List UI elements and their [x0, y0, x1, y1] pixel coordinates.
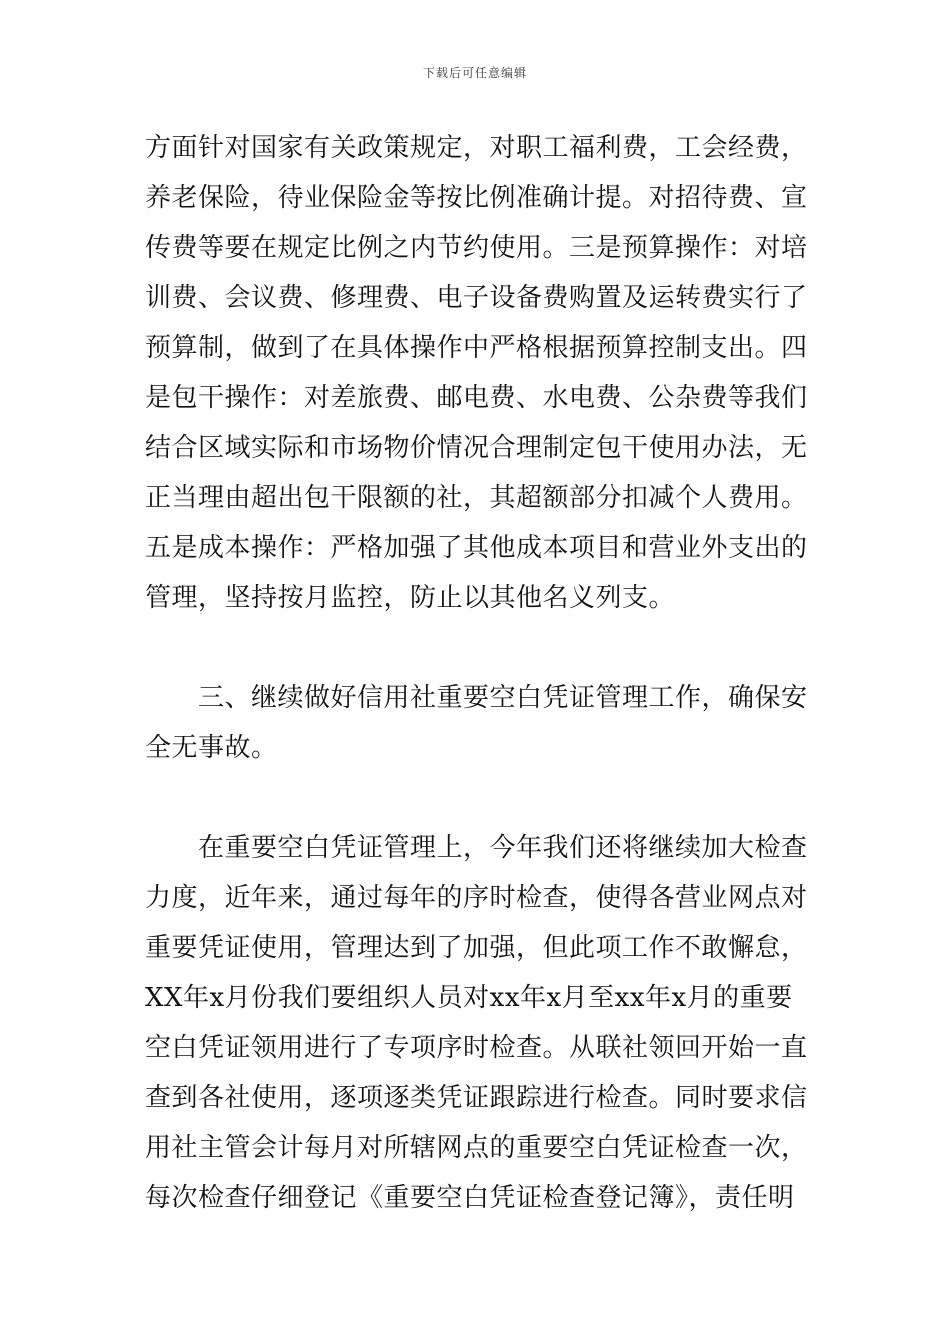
text-line: 空白凭证领用进行了专项序时检查。从联社领回开始一直 — [145, 1033, 808, 1063]
text-line: 养老保险，待业保险金等按比例准确计提。对招待费、宣 — [145, 183, 808, 213]
text-line: 方面针对国家有关政策规定，对职工福利费，工会经费， — [145, 133, 808, 163]
text-line: 五是成本操作：严格加强了其他成本项目和营业外支出的 — [145, 533, 808, 563]
text-line: 用社主管会计每月对所辖网点的重要空白凭证检查一次， — [145, 1133, 808, 1163]
text-line: 全无事故。 — [145, 733, 278, 763]
text-line: 结合区域实际和市场物价情况合理制定包干使用办法，无 — [145, 433, 808, 463]
text-line: 三、继续做好信用社重要空白凭证管理工作，确保安 — [145, 683, 808, 713]
text-line: 力度，近年来，通过每年的序时检查，使得各营业网点对 — [145, 883, 808, 913]
text-line: XX年x月份我们要组织人员对xx年x月至xx年x月的重要 — [145, 983, 793, 1013]
text-line: 传费等要在规定比例之内节约使用。三是预算操作：对培 — [145, 233, 808, 263]
section-heading-paragraph — [145, 673, 825, 773]
text-line: 管理，坚持按月监控，防止以其他名义列支。 — [145, 583, 676, 613]
text-line: 重要凭证使用，管理达到了加强，但此项工作不敢懈怠， — [145, 933, 808, 963]
text-line: 查到各社使用，逐项逐类凭证跟踪进行检查。同时要求信 — [145, 1083, 808, 1113]
text-line: 是包干操作：对差旅费、邮电费、水电费、公杂费等我们 — [145, 383, 808, 413]
text-line: 在重要空白凭证管理上，今年我们还将继续加大检查 — [145, 833, 808, 863]
text-line: 预算制，做到了在具体操作中严格根据预算控制支出。四 — [145, 333, 808, 363]
text-line: 每次检查仔细登记《重要空白凭证检查登记簿》，责任明 — [145, 1183, 795, 1213]
page-header: 下载后可任意编辑 — [422, 66, 527, 80]
text-line: 正当理由超出包干限额的社，其超额部分扣减个人费用。 — [145, 483, 808, 513]
text-line: 训费、会议费、修理费、电子设备费购置及运转费实行了 — [145, 283, 808, 313]
paragraph-3 — [145, 823, 825, 1223]
paragraph-1 — [145, 123, 825, 623]
